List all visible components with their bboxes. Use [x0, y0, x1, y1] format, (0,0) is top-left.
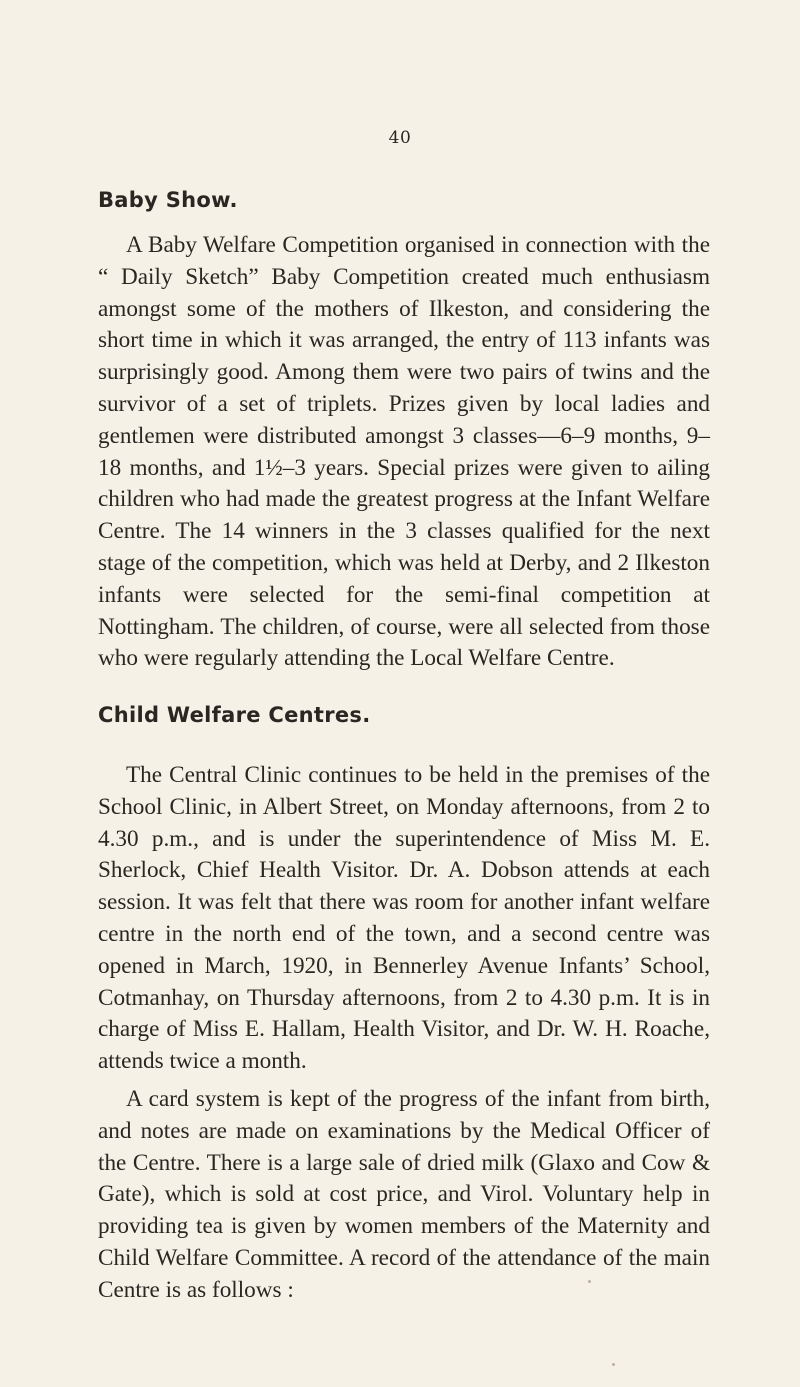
section-heading-child-welfare-centres: Child Welfare Centres. — [98, 703, 371, 727]
paper-speck — [612, 1363, 615, 1366]
paper-speck — [588, 1280, 591, 1283]
child-welfare-paragraph-1: The Central Clinic continues to be held in the premises of the School Clinic, in Albert Street, on Monday afternoons, from 2 to 4.30 p.m., and is under the superintendence of Miss M. E. Sherlock, Chief Health Visitor. Dr. A. Dobson attends at each session. It was felt that there was room for another infant welfare centre in the north end of the town, and a second centre was opened in March, 1920, in Bennerley Avenue Infants’ School, Cotmanhay, on Thursday afternoons, from 2 to 4.30 p.m. It is in charge of Miss E. Hallam, Health Visitor, and Dr. W. H. Roache, attends twice a month. — [98, 762, 710, 1075]
page-number: 40 — [388, 128, 412, 148]
baby-show-paragraph: A Baby Welfare Competition organised in connection with the “ Daily Sketch” Baby Competition created much enthusiasm amongst some of the mothers of Ilkeston, and considering the short time in which it was arranged, the entry of 113 infants was surprisingly good. Among them were two pairs of twins and the survivor of a set of triplets. Prizes given by local ladies and gentlemen were distributed amongst 3 classes—6–9 months, 9–18 months, and 1½–3 years. Special prizes were given to ailing children who had made the greatest progress at the Infant Welfare Centre. The 14 winners in the 3 classes qualified for the next stage of the competition, which was held at Derby, and 2 Ilkeston infants were selected for the semi-final competition at Nottingham. The children, of course, were all selected from those who were regularly attending the Local Welfare Centre. — [98, 232, 710, 672]
section-heading-baby-show: Baby Show. — [98, 188, 238, 212]
child-welfare-paragraph-2: A card system is kept of the progress of the infant from birth, and notes are made on examinations by the Medical Officer of the Centre. There is a large sale of dried milk (Glaxo and Cow & Gate), which is sold at cost price, and Virol. Voluntary help in providing tea is given by women members of the Maternity and Child Welfare Committee. A record of the attendance of the main Centre is as follows : — [98, 1086, 710, 1303]
